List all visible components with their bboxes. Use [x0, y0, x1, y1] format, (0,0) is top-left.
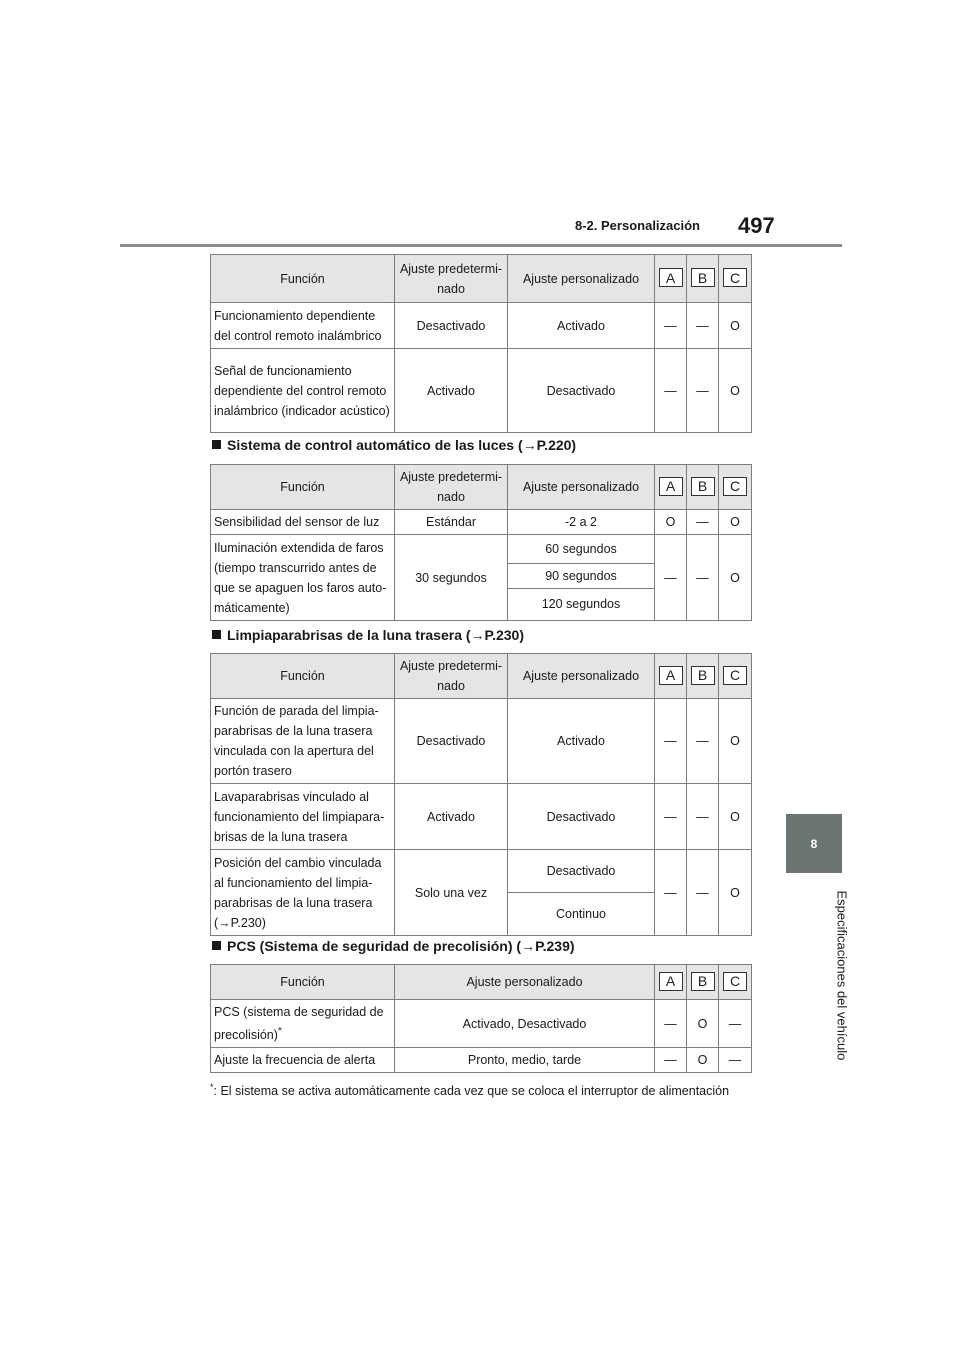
table-row: Posición del cambio vinculada al funcionamiento del limpia-parabrisas de la luna trasera (→P.230) Solo una vez Desactivado Continuo — — O: [211, 850, 752, 936]
col-a-icon: A: [659, 972, 683, 991]
square-bullet-icon: [212, 630, 221, 639]
table-row: Funcionamiento dependiente del control remoto inalámbrico Desactivado Activado — — O: [211, 303, 752, 349]
header-divider: [120, 244, 842, 247]
col-ajuste-predeterminado: Ajuste predetermi-nado: [395, 255, 508, 303]
table-remote-control: [210, 254, 752, 433]
col-c-icon: C: [723, 268, 747, 287]
col-ajuste-personalizado: Ajuste personalizado: [508, 255, 655, 303]
col-b-icon: B: [691, 972, 715, 991]
section-heading-rear-wiper: Limpiaparabrisas de la luna trasera (→P.230): [212, 627, 524, 643]
square-bullet-icon: [212, 941, 221, 950]
col-c-icon: C: [723, 477, 747, 496]
table-auto-lights: Función Ajuste predetermi-nado Ajuste personalizado A B C Sensibilidad del sensor de luz Estándar -2 a 2 O — O Iluminación extendida de faros (tiempo transcurrido antes de que se apaguen los faros auto-máticamente) 30 segundos 60 segundos 90 segundos 120 segundos — — O: [210, 464, 752, 621]
table-row: Función de parada del limpia-parabrisas de la luna trasera vinculada con la apertura del portón trasero Desactivado Activado — — O: [211, 699, 752, 784]
arrow-icon: →: [218, 915, 231, 930]
table-row: Sensibilidad del sensor de luz Estándar -2 a 2 O — O: [211, 510, 752, 535]
table-row: Lavaparabrisas vinculado al funcionamiento del limpiapara-brisas de la luna trasera Activado Desactivado — — O: [211, 784, 752, 850]
col-a-icon: A: [659, 477, 683, 496]
page-ref-link[interactable]: P.230): [230, 915, 266, 930]
footnote-mark: *: [277, 1026, 282, 1037]
col-funcion: Función: [211, 255, 395, 303]
chapter-tab: [786, 814, 842, 873]
col-c-icon: C: [723, 666, 747, 685]
table-row: Señal de funcionamiento dependiente del control remoto inalámbrico (indicador acústico) Activado Desactivado — — O: [211, 349, 752, 433]
section-title: 8-2. Personalización: [575, 218, 700, 233]
page-ref-link[interactable]: P.220): [536, 437, 577, 453]
col-c-icon: C: [723, 972, 747, 991]
col-b-icon: B: [691, 477, 715, 496]
section-heading-pcs: PCS (Sistema de seguridad de precolisión) (→P.239): [212, 938, 575, 954]
table-row: Ajuste la frecuencia de alerta Pronto, medio, tarde — O —: [211, 1048, 752, 1073]
footnote: *: El sistema se activa automáticamente cada vez que se coloca el interruptor de alimentación: [210, 1082, 730, 1099]
col-a-icon: A: [659, 666, 683, 685]
col-b-icon: B: [691, 268, 715, 287]
table-row: Iluminación extendida de faros (tiempo transcurrido antes de que se apaguen los faros auto-máticamente) 30 segundos 60 segundos 90 segundos 120 segundos — — O: [211, 535, 752, 621]
col-a-icon: A: [659, 268, 683, 287]
chapter-title: Especificaciones del vehículo: [834, 890, 850, 1061]
chapter-number: 8: [810, 836, 818, 851]
table-rear-wiper: Función Ajuste predetermi-nado Ajuste personalizado A B C Función de parada del limpia-parabrisas de la luna trasera vinculada con la apertura del portón trasero Desactivado Activado — — O Lavaparabrisas vinculado al funcionamiento del limpiapara-brisas de la luna trasera Activado Desactivado — — O Posición del cambio vinculada al funcionamiento del limpia-parabrisas de la luna trasera (→P.230) Solo una vez Desactivado Continuo — — O: [210, 653, 752, 936]
table-row: PCS (sistema de seguridad de precolisión)* Activado, Desactivado — O —: [211, 1000, 752, 1048]
col-b-icon: B: [691, 666, 715, 685]
square-bullet-icon: [212, 440, 221, 449]
section-heading-auto-lights: Sistema de control automático de las luces (→P.220): [212, 437, 576, 453]
arrow-icon: →: [521, 938, 536, 954]
page-ref-link[interactable]: P.239): [535, 938, 575, 954]
arrow-icon: →: [470, 627, 485, 643]
page-ref-link[interactable]: P.230): [484, 627, 524, 643]
arrow-icon: →: [522, 437, 537, 453]
table-pcs: Función Ajuste personalizado A B C PCS (sistema de seguridad de precolisión)* Activado, Desactivado — O — Ajuste la frecuencia de alerta Pronto, medio, tarde — O —: [210, 964, 752, 1073]
page-number: 497: [738, 213, 775, 238]
